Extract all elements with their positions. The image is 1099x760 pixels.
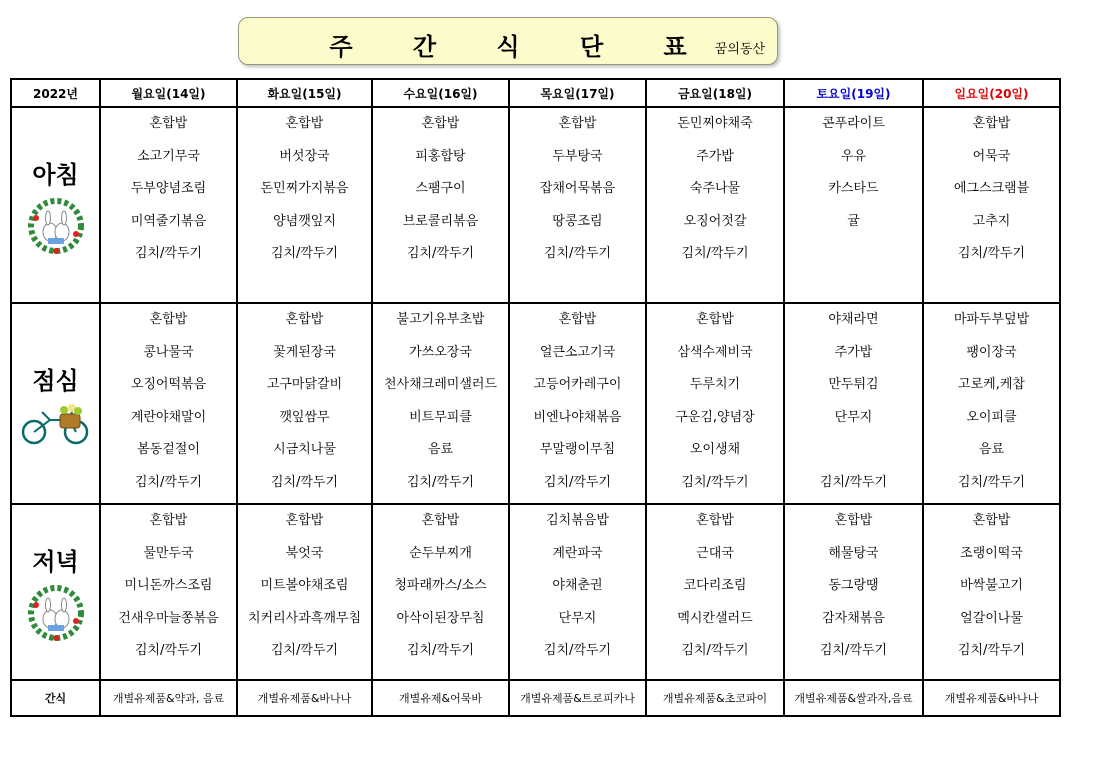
- menu-item: 김치볶음밥: [546, 513, 609, 528]
- menu-item: 숙주나물: [689, 181, 741, 196]
- menu-item: 혼합밥: [421, 513, 460, 528]
- menu-table: [10, 78, 1061, 717]
- menu-item: 비엔나야채볶음: [533, 409, 622, 425]
- header-day-sat: 토요일(19일): [784, 79, 923, 107]
- menu-item: 김치/깍두기: [270, 643, 339, 658]
- breakfast-mon: [100, 107, 237, 303]
- menu-item: 혼합밥: [558, 116, 597, 131]
- snack-tue: 개별유제품&바나나: [237, 680, 372, 716]
- menu-item: 꽃게된장국: [273, 344, 336, 360]
- menu-item: 김치/깍두기: [406, 246, 475, 261]
- menu-item: 멕시칸샐러드: [677, 610, 753, 626]
- dinner-label-cell: [11, 504, 100, 680]
- snack-row: [11, 680, 1060, 716]
- breakfast-fri: [646, 107, 784, 303]
- menu-item: 계란야채말이: [130, 409, 207, 425]
- menu-item: 두부탕국: [552, 148, 603, 164]
- snack-wed: 개별유제&어묵바: [372, 680, 509, 716]
- menu-item: 김치/깍두기: [957, 474, 1026, 490]
- menu-item: 단무지: [558, 610, 597, 626]
- menu-item: 북엇국: [285, 545, 324, 561]
- snack-thu: 개별유제품&트로피카나: [509, 680, 646, 716]
- dinner-label: 저녁: [32, 547, 79, 576]
- menu-item: 에그스크램블: [953, 181, 1030, 196]
- menu-item: [785, 238, 922, 271]
- lunch-label: 점심: [32, 367, 79, 395]
- menu-item: 김치/깍두기: [681, 643, 749, 658]
- dinner-sun: [923, 504, 1060, 680]
- header-year: 2022년: [11, 79, 100, 107]
- menu-item: 혼합밥: [834, 513, 873, 528]
- menu-item: 야채라면: [828, 312, 879, 327]
- menu-item: 김치/깍두기: [543, 474, 612, 490]
- menu-item: 마파두부덮밥: [953, 312, 1030, 327]
- snack-mon: 개별유제품&약과, 음료: [100, 680, 237, 716]
- menu-item: 돈민찌가지볶음: [260, 181, 349, 196]
- menu-item: 고로케,케찹: [958, 377, 1025, 392]
- menu-item: 얼큰소고기국: [539, 344, 616, 360]
- menu-item: 어묵국: [972, 148, 1011, 164]
- menu-item: 팽이장국: [966, 344, 1017, 360]
- dinner-mon: [100, 504, 237, 680]
- breakfast-row: [11, 107, 1060, 303]
- dinner-row: [11, 504, 1060, 680]
- menu-item: 피홍합탕: [415, 148, 466, 164]
- menu-item: 김치/깍두기: [270, 474, 339, 490]
- menu-item: 두루치기: [689, 377, 741, 392]
- menu-item: 콘푸라이트: [822, 116, 885, 131]
- menu-item: 야채춘권: [552, 578, 603, 593]
- header-day-fri: 금요일(18일): [646, 79, 784, 107]
- menu-item: 미니돈까스조림: [124, 578, 213, 593]
- lunch-sun: [923, 303, 1060, 504]
- menu-item: 해물탕국: [828, 545, 879, 561]
- breakfast-thu: [509, 107, 646, 303]
- menu-item: 불고기유부초밥: [396, 312, 485, 327]
- menu-item: 김치/깍두기: [406, 474, 475, 490]
- menu-item: 김치/깍두기: [819, 474, 888, 490]
- lunch-thu: [509, 303, 646, 504]
- lunch-mon: [100, 303, 237, 504]
- menu-item: 고등어카레구이: [533, 377, 622, 392]
- menu-item: 미역줄기볶음: [130, 213, 207, 229]
- breakfast-tue: [237, 107, 372, 303]
- page-subtitle: 꿈의동산: [714, 42, 765, 57]
- lunch-fri: [646, 303, 784, 504]
- dinner-sat: [784, 504, 923, 680]
- menu-item: 콩나물국: [143, 344, 194, 360]
- breakfast-sat: [784, 107, 923, 303]
- menu-item: 버섯장국: [279, 148, 330, 164]
- menu-item: 김치/깍두기: [543, 246, 612, 261]
- menu-item: 김치/깍두기: [819, 643, 888, 658]
- menu-item: 얼갈이나물: [960, 610, 1023, 626]
- menu-item: 오이피클: [966, 409, 1017, 425]
- menu-item: 오이생채: [689, 442, 741, 457]
- menu-item: 혼합밥: [149, 513, 188, 528]
- menu-item: 미트볼야채조림: [260, 578, 349, 593]
- menu-item: 감자채볶음: [822, 610, 885, 626]
- menu-item: 혼합밥: [696, 513, 734, 528]
- header-day-mon: 월요일(14일): [100, 79, 237, 107]
- header-row: [11, 79, 1060, 107]
- menu-item: 혼합밥: [285, 312, 324, 327]
- menu-item: 잡채어묵볶음: [539, 181, 616, 196]
- dinner-wed: [372, 504, 509, 680]
- breakfast-label-cell: [11, 107, 100, 303]
- bunny-wreath-icon: [26, 583, 86, 643]
- header-day-wed: 수요일(16일): [372, 79, 509, 107]
- menu-item: 봄동겉절이: [137, 442, 200, 457]
- lunch-wed: [372, 303, 509, 504]
- menu-item: 김치/깍두기: [134, 643, 203, 658]
- dinner-thu: [509, 504, 646, 680]
- menu-item: 스팸구이: [415, 181, 466, 196]
- menu-item: 동그랑땡: [828, 578, 879, 593]
- snack-label: 간식: [11, 680, 100, 716]
- menu-item: 혼합밥: [972, 513, 1011, 528]
- page-title: 주 간 식 단 표: [329, 33, 713, 61]
- header-day-thu: 목요일(17일): [509, 79, 646, 107]
- menu-item: 고추지: [972, 213, 1011, 229]
- menu-item: 비트무피클: [409, 409, 472, 425]
- menu-item: 소고기무국: [137, 148, 200, 164]
- title-box: [238, 17, 778, 65]
- menu-item: 김치/깍두기: [270, 246, 339, 261]
- dinner-tue: [237, 504, 372, 680]
- menu-item: 우유: [840, 148, 867, 164]
- breakfast-label: 아침: [32, 160, 79, 189]
- bicycle-flowers-icon: [20, 402, 92, 446]
- menu-item: 김치/깍두기: [543, 643, 612, 658]
- menu-item: 무말랭이무침: [539, 442, 616, 457]
- menu-item: 혼합밥: [285, 116, 324, 131]
- dinner-fri: [646, 504, 784, 680]
- menu-item: 김치/깍두기: [957, 246, 1026, 261]
- menu-item: 구운김,양념장: [675, 409, 755, 425]
- menu-item: 청파래까스/소스: [394, 578, 487, 593]
- menu-item: 조랭이떡국: [960, 545, 1023, 561]
- menu-item: 브로콜리볶음: [402, 213, 479, 229]
- menu-item: 물만두국: [143, 545, 194, 561]
- menu-item: 천사채크레미샐러드: [383, 377, 498, 392]
- snack-sun: 개별유제품&바나나: [923, 680, 1060, 716]
- menu-item: 건새우마늘쫑볶음: [118, 610, 219, 626]
- menu-item: 음료: [427, 442, 454, 457]
- menu-item: 김치/깍두기: [406, 643, 475, 658]
- menu-item: 혼합밥: [972, 116, 1011, 131]
- breakfast-sun: [923, 107, 1060, 303]
- menu-item: 고구마닭갈비: [266, 377, 343, 392]
- menu-item: 바싹불고기: [960, 578, 1023, 593]
- menu-item: 혼합밥: [421, 116, 460, 131]
- lunch-label-cell: [11, 303, 100, 504]
- menu-item: 아삭이된장무침: [396, 610, 485, 626]
- menu-item: 코다리조림: [683, 578, 747, 593]
- menu-item: 계란파국: [552, 545, 603, 561]
- menu-item: 김치/깍두기: [681, 474, 749, 490]
- menu-item: 음료: [978, 442, 1005, 457]
- header-day-sun: 일요일(20일): [923, 79, 1060, 107]
- menu-item: 땅콩조림: [552, 213, 603, 229]
- menu-item: 삼색수제비국: [677, 344, 753, 360]
- menu-item: 깻잎쌈무: [279, 409, 330, 425]
- lunch-tue: [237, 303, 372, 504]
- menu-item: 근대국: [696, 545, 734, 561]
- menu-item: 만두튀김: [828, 377, 879, 392]
- menu-item: 혼합밥: [149, 312, 188, 327]
- menu-item: 시금치나물: [273, 442, 336, 457]
- menu-item: 김치/깍두기: [134, 246, 203, 261]
- lunch-sat: [784, 303, 923, 504]
- menu-item: 혼합밥: [285, 513, 324, 528]
- menu-item: 단무지: [834, 409, 873, 425]
- menu-item: 혼합밥: [149, 116, 188, 131]
- menu-item: 오징어젓갈: [683, 213, 747, 229]
- menu-item: 양념깻잎지: [273, 213, 336, 229]
- snack-sat: 개별유제품&쌀과자,음료: [784, 680, 923, 716]
- breakfast-wed: [372, 107, 509, 303]
- menu-item: 김치/깍두기: [957, 643, 1026, 658]
- lunch-row: [11, 303, 1060, 504]
- bunny-wreath-icon: [26, 196, 86, 256]
- menu-item: 귤: [847, 213, 860, 229]
- menu-item: 김치/깍두기: [681, 246, 749, 261]
- menu-item: [785, 434, 922, 467]
- menu-item: 혼합밥: [558, 312, 597, 327]
- menu-item: 주가밥: [696, 148, 734, 164]
- menu-item: 오징어떡볶음: [130, 377, 207, 392]
- menu-item: 혼합밥: [696, 312, 734, 327]
- menu-item: 김치/깍두기: [134, 474, 203, 490]
- menu-item: 카스타드: [828, 181, 879, 196]
- menu-item: 돈민찌야채죽: [677, 116, 753, 131]
- snack-fri: 개별유제품&초코파이: [646, 680, 784, 716]
- menu-item: 두부양념조림: [130, 181, 207, 196]
- menu-item: 가쓰오장국: [409, 344, 472, 360]
- menu-item: 치커리사과흑깨무침: [247, 610, 362, 626]
- menu-item: 순두부찌개: [409, 545, 472, 561]
- menu-item: 주가밥: [834, 344, 873, 360]
- header-day-tue: 화요일(15일): [237, 79, 372, 107]
